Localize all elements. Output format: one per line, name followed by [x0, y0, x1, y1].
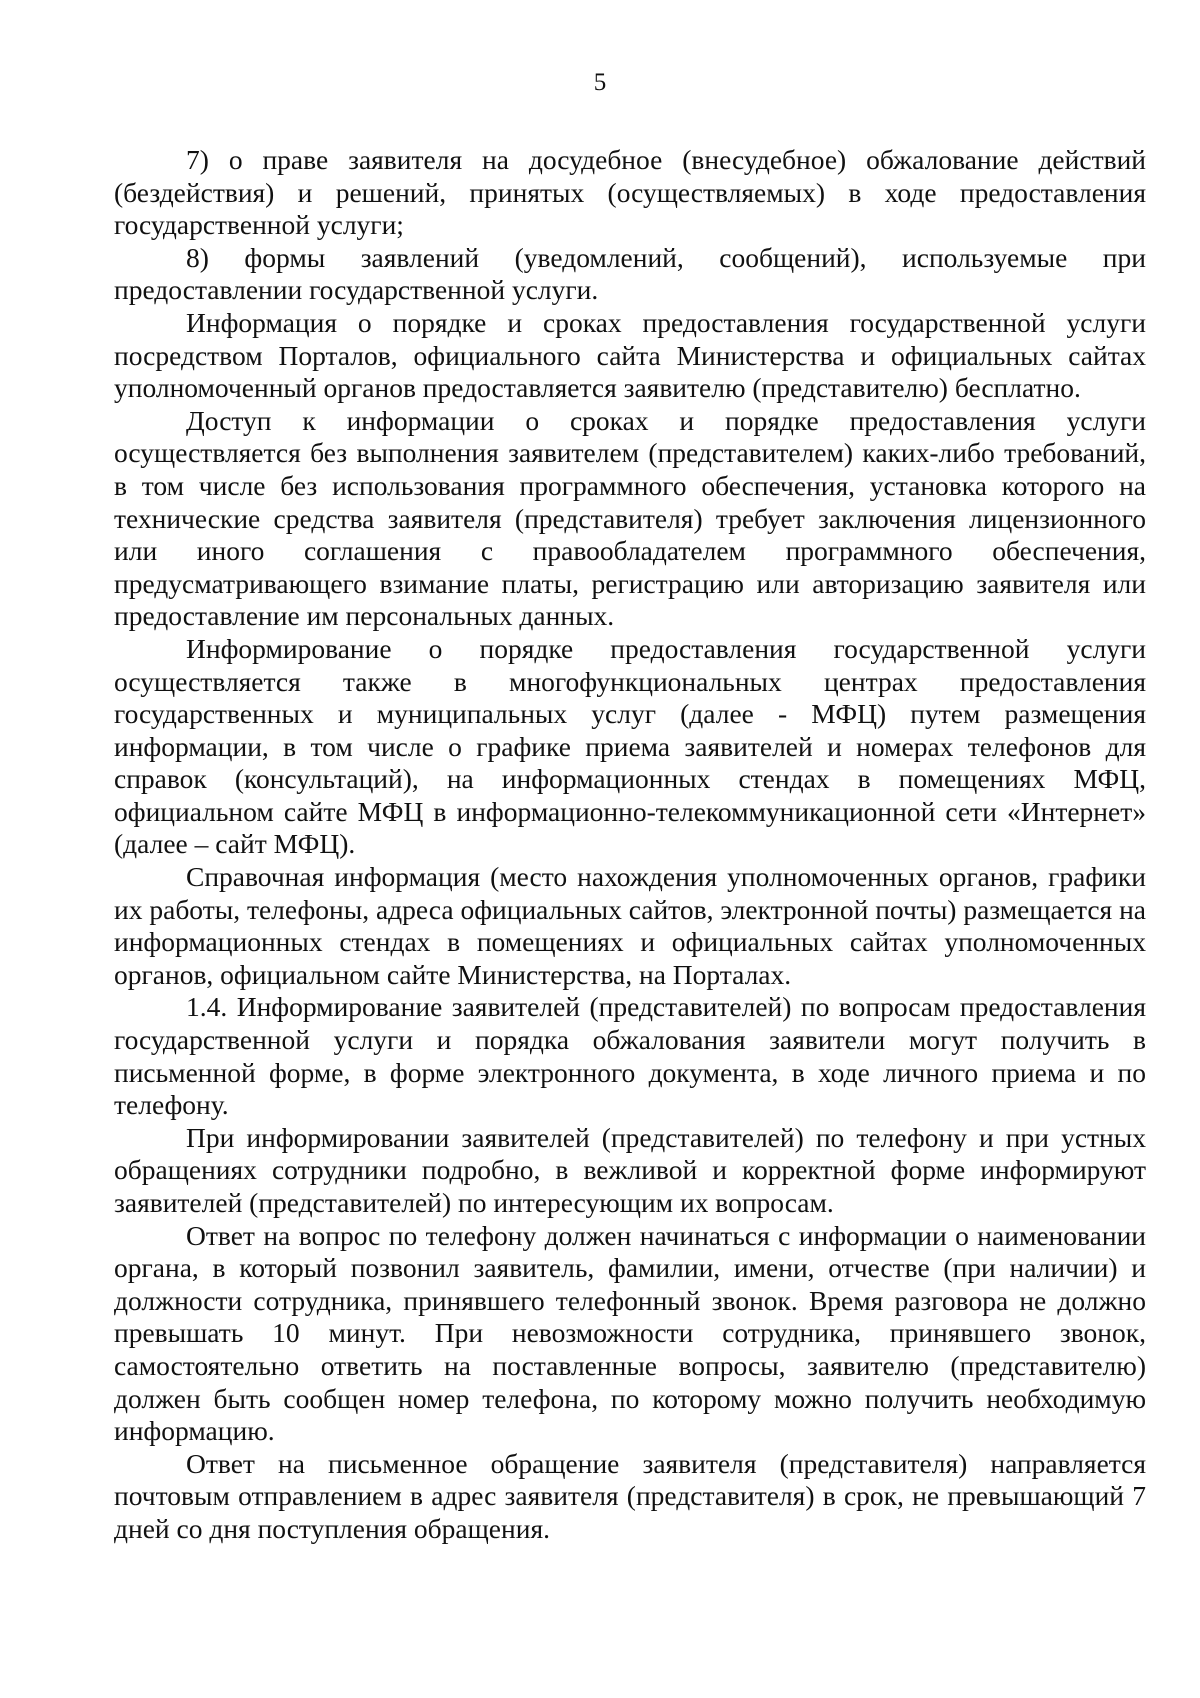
paragraph-item-8: 8) формы заявлений (уведомлений, сообщений), используемые при предоставлении государственной услуги. — [114, 241, 1146, 306]
paragraph-item-7: 7) о праве заявителя на досудебное (внесудебное) обжалование действий (бездействия) и решений, принятых (осуществляемых) в ходе предоставления государственной услуги; — [114, 144, 1146, 241]
paragraph-phone-answer: Ответ на вопрос по телефону должен начинаться с информации о наименовании органа, в который позвонил заявитель, фамилии, имени, отчестве (при наличии) и должности сотрудника, принявшего телефонный звонок. Время разговора не должно превышать 10 минут. При невозможности сотрудника, принявшего звонок, самостоятельно ответить на поставленные вопросы, заявителю (представителю) должен быть сообщен номер телефона, по которому можно получить необходимую информацию. — [114, 1219, 1146, 1447]
paragraph-section-1-4: 1.4. Информирование заявителей (представителей) по вопросам предоставления государственной услуги и порядка обжалования заявители могут получить в письменной форме, в форме электронного документа, в ходе личного приема и по телефону. — [114, 991, 1146, 1121]
paragraph-access-info: Доступ к информации о сроках и порядке предоставления услуги осуществляется без выполнения заявителем (представителем) каких-либо требований, в том числе без использования программного обеспечения, установка которого на технические средства заявителя (представителя) требует заключения лицензионного или иного соглашения с правообладателем программного обеспечения, предусматривающего взимание платы, регистрацию или авторизацию заявителя или предоставление им персональных данных. — [114, 404, 1146, 632]
paragraph-written-answer: Ответ на письменное обращение заявителя (представителя) направляется почтовым отправлением в адрес заявителя (представителя) в срок, не превышающий 7 дней со дня поступления обращения. — [114, 1447, 1146, 1544]
page-number: 5 — [593, 69, 607, 96]
paragraph-reference-info: Справочная информация (место нахождения уполномоченных органов, графики их работы, телефоны, адреса официальных сайтов, электронной почты) размещается на информационных стендах в помещениях и официальных сайтах уполномоченных органов, официальном сайте Министерства, на Порталах. — [114, 861, 1146, 990]
paragraph-phone-inform: При информировании заявителей (представителей) по телефону и при устных обращениях сотрудники подробно, в вежливой и корректной форме информируют заявителей (представителей) по интересующим их вопросам. — [114, 1121, 1146, 1218]
paragraph-portal-info: Информация о порядке и сроках предоставления государственной услуги посредством Порталов, официального сайта Министерства и официальных сайтах уполномоченный органов предоставляется заявителю (представителю) бесплатно. — [114, 306, 1146, 404]
paragraph-mfc-info: Информирование о порядке предоставления государственной услуги осуществляется также в многофункциональных центрах предоставления государственных и муниципальных услуг (далее - МФЦ) путем размещения информации, в том числе о графике приема заявителей и номерах телефонов для справок (консультаций), на информационных стендах в помещениях МФЦ, официальном сайте МФЦ в информационно-телекоммуникационной сети «Интернет» (далее – сайт МФЦ). — [114, 632, 1146, 860]
document-body — [114, 144, 1146, 1546]
